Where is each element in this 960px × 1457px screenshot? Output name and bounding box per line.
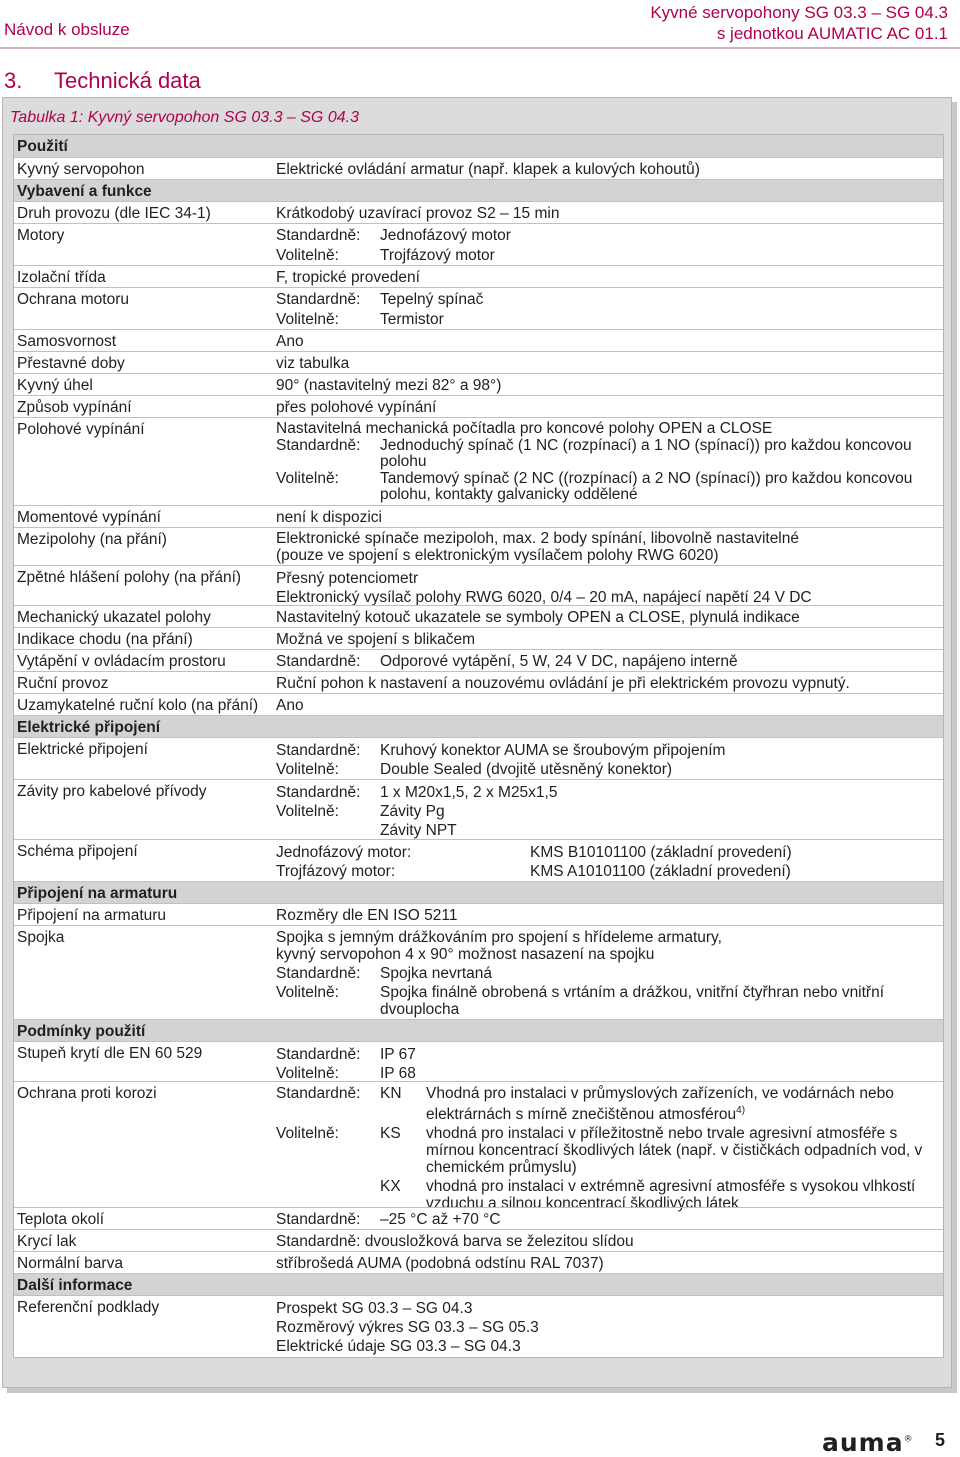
table-row — [14, 671, 943, 694]
row-value: Možná ve spojení s blikačem — [276, 631, 476, 648]
row-value — [276, 1211, 941, 1229]
row-label: Zpětné hlášení polohy (na přání) — [17, 569, 242, 586]
option-key: Standardně: — [276, 784, 361, 801]
table-row — [14, 925, 943, 1020]
row-value — [276, 227, 941, 264]
table-row — [14, 223, 943, 266]
row-label: Spojka — [17, 929, 65, 946]
row-label: Momentové vypínání — [17, 509, 161, 526]
table-row — [14, 649, 943, 672]
value-line: Elektrické údaje SG 03.3 – SG 04.3 — [276, 1338, 521, 1355]
option-key: Standardně: — [276, 742, 361, 759]
table-row — [14, 351, 943, 374]
row-value: Ano — [276, 333, 304, 350]
section-row-pouziti — [14, 135, 943, 157]
section-row-dalsi — [14, 1273, 943, 1296]
page-number: 5 — [935, 1430, 946, 1450]
option-value: Závity Pg — [380, 803, 445, 820]
option-value: Trojfázový motor — [380, 246, 495, 264]
row-label: Způsob vypínání — [17, 399, 132, 416]
row-label: Přestavné doby — [17, 355, 125, 372]
row-value — [276, 1045, 941, 1083]
option-value: KMS B10101100 (základní provedení) — [530, 844, 792, 861]
table-row — [14, 287, 943, 330]
row-label: Uzamykatelné ruční kolo (na přání) — [17, 697, 259, 714]
section-row-pripojeni — [14, 881, 943, 904]
tech-data-table — [13, 134, 944, 1358]
row-value: přes polohové vypínání — [276, 399, 437, 416]
value-line: Spojka s jemným drážkováním pro spojení s hřídeleme armatury, — [276, 929, 722, 946]
row-value: Krátkodobý uzavírací provoz S2 – 15 min — [276, 205, 560, 222]
section-label: Podmínky použití — [17, 1023, 146, 1040]
row-label: Polohové vypínání — [17, 421, 145, 438]
value-line: Nastavitelná mechanická počítadla pro koncové polohy OPEN a CLOSE — [276, 420, 773, 437]
option-value: Spojka nevrtaná — [380, 965, 493, 982]
row-value: Elektrické ovládání armatur (např. klapek a kulových kohoutů) — [276, 161, 700, 178]
value-line: Prospekt SG 03.3 – SG 04.3 — [276, 1300, 473, 1317]
row-label: Elektrické připojení — [17, 741, 148, 758]
registered-mark: ® — [903, 1434, 914, 1445]
option-code: KS — [380, 1125, 401, 1143]
auma-logo — [822, 1428, 914, 1457]
row-label: Ochrana motoru — [17, 291, 129, 308]
option-key: Volitelně: — [276, 1065, 339, 1082]
option-code: KX — [380, 1178, 401, 1196]
option-key: Volitelně: — [276, 310, 339, 328]
row-value — [276, 1085, 941, 1212]
option-value: Závity NPT — [380, 822, 457, 839]
section-number: 3. — [4, 68, 23, 93]
option-key: Volitelně: — [276, 1125, 339, 1143]
value-line: Elektronický vysílač polohy RWG 6020, 0/4 – 20 mA, napájecí napětí 24 V DC — [276, 589, 812, 606]
header-product — [650, 2, 948, 44]
table-row — [14, 505, 943, 528]
header-product-line1: Kyvné servopohony SG 03.3 – SG 04.3 — [650, 3, 948, 22]
table-row — [14, 395, 943, 418]
table-row — [14, 157, 943, 180]
row-label: Referenční podklady — [17, 1299, 160, 1316]
option-key: Jednofázový motor: — [276, 844, 412, 861]
section-label: Elektrické připojení — [17, 719, 160, 736]
option-value: Tandemový spínač (2 NC ((rozpínací) a 2 NO (spínací)) pro každou koncovou polohu, kontakty galvanicky oddělené — [380, 469, 913, 503]
row-value: viz tabulka — [276, 355, 350, 372]
row-label: Mezipolohy (na přání) — [17, 531, 167, 548]
option-value: –25 °C až +70 °C — [380, 1211, 501, 1228]
section-label: Další informace — [17, 1277, 133, 1294]
table-row — [14, 693, 943, 716]
row-value — [276, 291, 941, 328]
option-key: Standardně: — [276, 1211, 361, 1228]
option-value: Odporové vytápění, 5 W, 24 V DC, napájeno interně — [380, 653, 738, 670]
header-divider — [0, 47, 960, 49]
option-value: Kruhový konektor AUMA se šroubovým připojením — [380, 742, 726, 759]
option-value: Jednoduchý spínač (1 NC (rozpínací) a 1 NO (spínací)) pro každou koncovou polohu — [380, 436, 912, 470]
section-row-podminky — [14, 1019, 943, 1042]
row-label: Stupeň krytí dle EN 60 529 — [17, 1045, 203, 1062]
section-label: Připojení na armaturu — [17, 885, 178, 902]
option-value: KMS A10101100 (základní provedení) — [530, 863, 791, 880]
option-key: Standardně: — [276, 1085, 361, 1102]
table-row — [14, 417, 943, 506]
option-key: Standardně: — [276, 291, 361, 308]
option-key: Volitelně: — [276, 246, 339, 264]
option-value: Spojka finálně obrobená s vrtáním a drážkou, vnitřní čtyřhran nebo vnitřní dvouplocha — [380, 984, 885, 1018]
option-code: KN — [380, 1085, 402, 1102]
table-row — [14, 201, 943, 224]
section-heading — [4, 68, 201, 94]
row-label: Normální barva — [17, 1255, 123, 1272]
table-row — [14, 265, 943, 288]
option-key: Standardně: — [276, 965, 361, 982]
header-manual-title: Návod k obsluze — [4, 20, 130, 39]
row-value: 90° (nastavitelný mezi 82° a 98°) — [276, 377, 502, 394]
table-row — [14, 1081, 943, 1213]
table-row — [14, 1207, 943, 1230]
row-label: Ochrana proti korozi — [17, 1085, 157, 1102]
value-line: Přesný potenciometr — [276, 570, 419, 587]
row-label: Krycí lak — [17, 1233, 77, 1250]
table-row — [14, 329, 943, 352]
row-value — [276, 741, 941, 779]
option-key: Volitelně: — [276, 984, 339, 1001]
footnote-ref: 4) — [736, 1105, 746, 1116]
option-value: IP 68 — [380, 1065, 416, 1082]
row-value: stříbrošedá AUMA (podobná odstínu RAL 7037) — [276, 1255, 604, 1272]
row-value: F, tropické provedení — [276, 269, 420, 286]
row-value: Ano — [276, 697, 304, 714]
option-key: Standardně: — [276, 653, 361, 670]
option-key: Volitelně: — [276, 803, 339, 820]
table-row — [14, 527, 943, 566]
table-row — [14, 1041, 943, 1082]
option-value: IP 67 — [380, 1046, 416, 1063]
value-line: kyvný servopohon 4 x 90° možnost nasazení na spojku — [276, 946, 655, 963]
table-row — [14, 1251, 943, 1274]
row-label: Kyvný úhel — [17, 377, 93, 394]
table-row — [14, 605, 943, 628]
section-label: Použití — [17, 138, 68, 155]
option-value: Double Sealed (dvojitě utěsněný konektor) — [380, 761, 673, 778]
section-row-elektricke — [14, 715, 943, 738]
value-line: (pouze ve spojení s elektronickým vysílačem polohy RWG 6020) — [276, 546, 719, 564]
table-row — [14, 1295, 943, 1358]
row-value: Nastavitelný kotouč ukazatele se symboly OPEN a CLOSE, plynulá indikace — [276, 609, 800, 626]
option-key: Standardně: — [276, 227, 361, 244]
row-value — [276, 569, 941, 607]
row-label: Samosvornost — [17, 333, 117, 350]
row-value: Rozměry dle EN ISO 5211 — [276, 907, 458, 924]
section-label: Vybavení a funkce — [17, 183, 152, 200]
row-value — [276, 421, 941, 504]
row-value: Standardně: dvousložková barva se železitou slídou — [276, 1233, 634, 1250]
table-row — [14, 627, 943, 650]
row-label: Izolační třída — [17, 269, 106, 286]
row-label: Připojení na armaturu — [17, 907, 167, 924]
header-product-line2: s jednotkou AUMATIC AC 01.1 — [716, 24, 948, 43]
table-row — [14, 839, 943, 882]
row-label: Závity pro kabelové přívody — [17, 783, 207, 800]
section-title: Technická data — [54, 68, 201, 93]
table-row — [14, 779, 943, 840]
option-key: Volitelně: — [276, 469, 339, 487]
option-value: Tepelný spínač — [380, 291, 484, 308]
option-value: vhodná pro instalaci v extrémně agresivní atmosféře s vysokou vlhkostí vzduchu a silnou koncentrací škodlivých látek — [426, 1178, 916, 1213]
row-value: Ruční pohon k nastavení a nouzovému ovládání je při elektrickém provozu vypnutý. — [276, 675, 850, 692]
table-row — [14, 903, 943, 926]
table-caption: Tabulka 1: Kyvný servopohon SG 03.3 – SG 04.3 — [10, 109, 359, 126]
row-label: Teplota okolí — [17, 1211, 105, 1228]
row-label: Motory — [17, 227, 65, 244]
row-label: Indikace chodu (na přání) — [17, 631, 193, 648]
row-label: Kyvný servopohon — [17, 161, 145, 178]
option-value: Termistor — [380, 310, 444, 328]
table-row — [14, 373, 943, 396]
row-value — [276, 783, 941, 840]
row-label: Ruční provoz — [17, 675, 109, 692]
option-value: vhodná pro instalaci v příležitostně nebo trvale agresivní atmosféře s mírnou koncentrací škodlivých látek (např. v čističkách odpadních vod, v chemickém průmyslu) — [426, 1125, 923, 1177]
option-value: Jednofázový motor — [380, 227, 511, 244]
option-key: Standardně: — [276, 436, 361, 454]
row-value — [276, 653, 941, 671]
row-label: Vytápění v ovládacím prostoru — [17, 653, 226, 670]
row-value: není k dispozici — [276, 509, 382, 526]
table-row — [14, 565, 943, 606]
option-value: 1 x M20x1,5, 2 x M25x1,5 — [380, 784, 558, 801]
row-value — [276, 929, 941, 1018]
row-label: Druh provozu (dle IEC 34-1) — [17, 205, 211, 222]
value-line: Elektronické spínače mezipoloh, max. 2 body spínání, libovolně nastavitelné — [276, 530, 799, 547]
value-line: Rozměrový výkres SG 03.3 – SG 05.3 — [276, 1319, 539, 1336]
row-label: Schéma připojení — [17, 843, 138, 860]
row-value — [276, 843, 941, 881]
option-key: Standardně: — [276, 1046, 361, 1063]
option-value: Vhodná pro instalaci v průmyslových zařízeních, ve vodárnách nebo elektrárnách s mírně znečištěnou atmosférou — [426, 1085, 894, 1124]
option-key: Trojfázový motor: — [276, 863, 396, 880]
row-value — [276, 531, 941, 564]
section-row-vybaveni — [14, 179, 943, 202]
row-label: Mechanický ukazatel polohy — [17, 609, 211, 626]
row-value — [276, 1299, 941, 1356]
logo-text: auma — [822, 1428, 904, 1457]
option-key: Volitelně: — [276, 761, 339, 778]
table-row — [14, 737, 943, 780]
table-row — [14, 1229, 943, 1252]
